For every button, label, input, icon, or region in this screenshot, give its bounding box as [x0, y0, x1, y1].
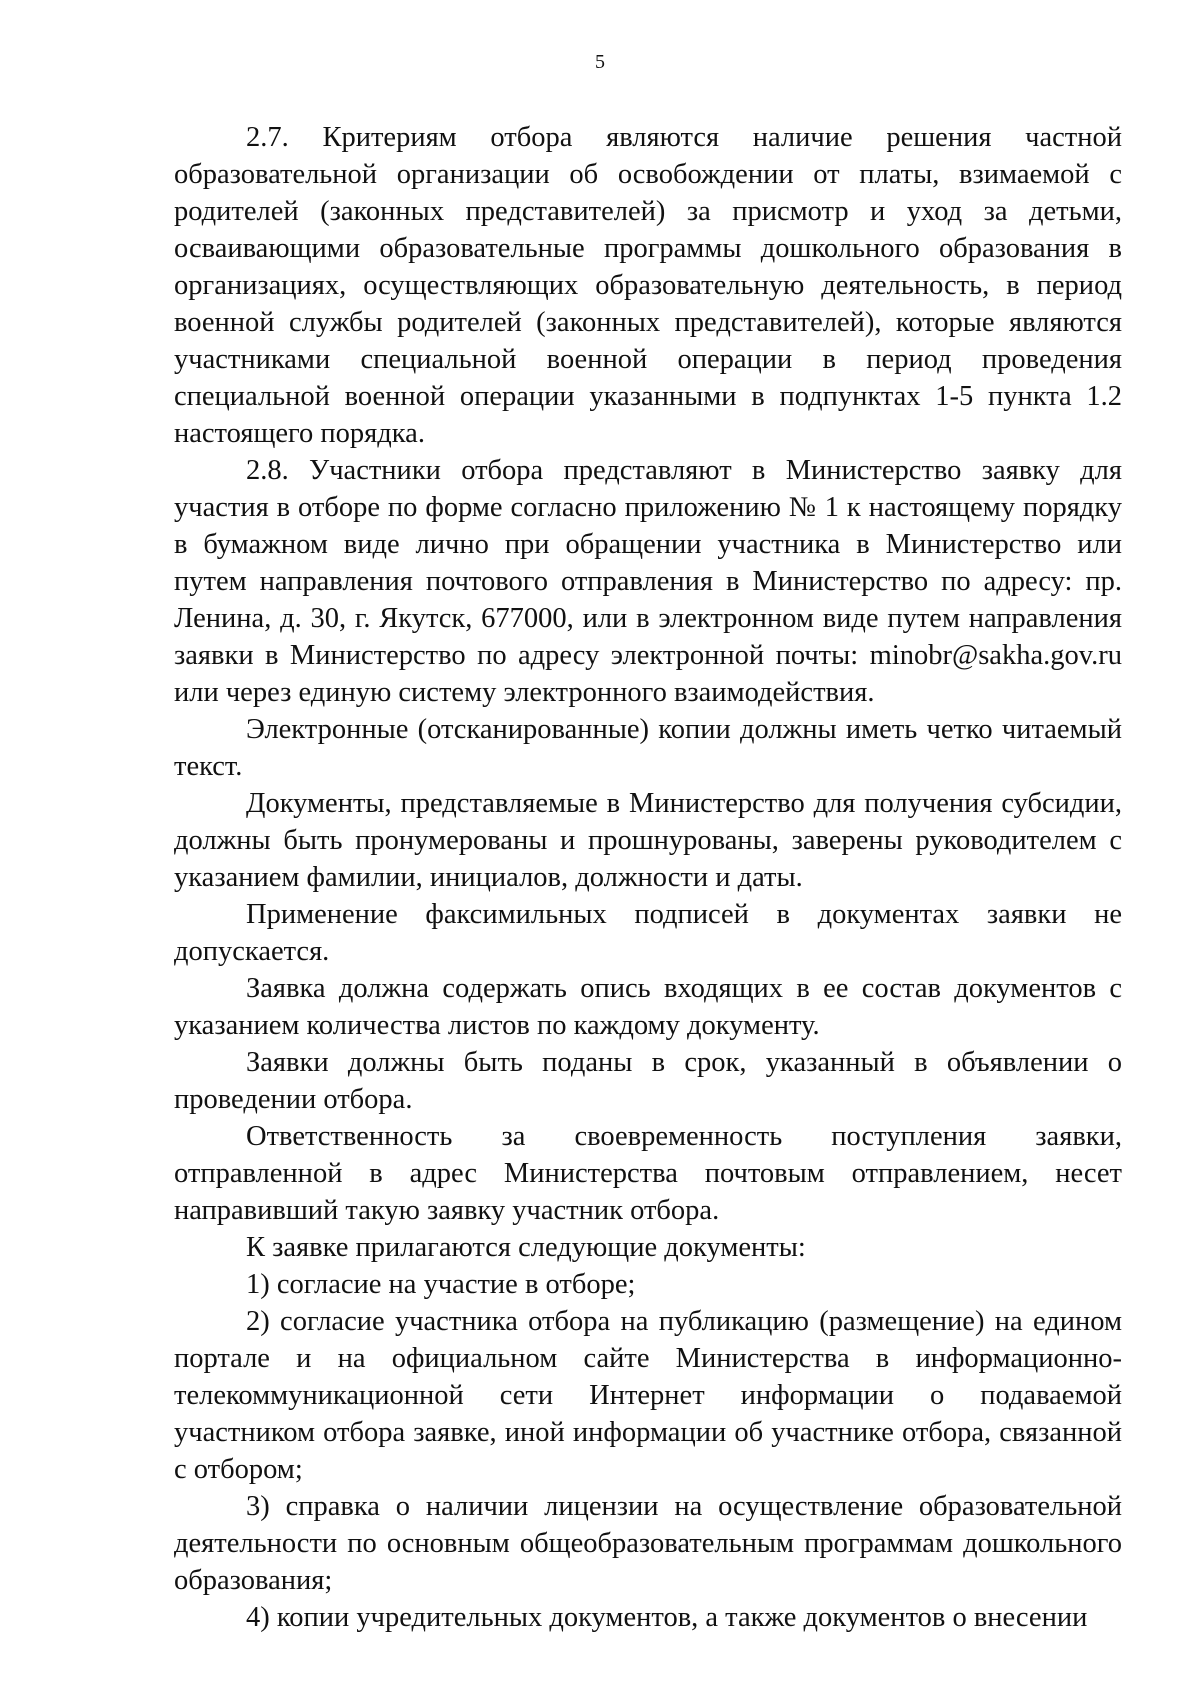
list-item-1: 1) согласие на участие в отборе; — [246, 1269, 636, 1300]
list-item-3: 3) справка о наличии лицензии на осуществление образовательной деятельности по основным общеобразовательным программам дошкольного образования; — [174, 1491, 1122, 1596]
document-body — [174, 119, 1122, 1636]
page-number: 5 — [595, 51, 605, 73]
paragraph-documents-numbering: Документы, представляемые в Министерство для получения субсидии, должны быть пронумерованы и прошнурованы, заверены руководителем с указанием фамилии, инициалов, должности и даты. — [174, 788, 1122, 893]
paragraph-deadline: Заявки должны быть поданы в срок, указанный в объявлении о проведении отбора. — [174, 1047, 1122, 1115]
paragraph-inventory: Заявка должна содержать опись входящих в ее состав документов с указанием количества листов по каждому документу. — [174, 973, 1122, 1041]
paragraph-2-7: 2.7. Критериям отбора являются наличие решения частной образовательной организации об освобождении от платы, взимаемой с родителей (законных представителей) за присмотр и уход за детьми, осваивающими образовательные программы дошкольного образования в организациях, осуществляющих образовательную деятельность, в период военной службы родителей (законных представителей), которые являются участниками специальной военной операции в период проведения специальной военной операции указанными в подпунктах 1-5 пункта 1.2 настоящего порядка. — [174, 122, 1122, 449]
list-item-2: 2) согласие участника отбора на публикацию (размещение) на едином портале и на официальном сайте Министерства в информационно-телекоммуникационной сети Интернет информации о подаваемой участником отбора заявке, иной информации об участнике отбора, связанной с отбором; — [174, 1306, 1122, 1485]
paragraph-responsibility: Ответственность за своевременность поступления заявки, отправленной в адрес Министерства почтовым отправлением, несет направивший такую заявку участник отбора. — [174, 1121, 1122, 1226]
paragraph-scanned-copies: Электронные (отсканированные) копии должны иметь четко читаемый текст. — [174, 714, 1122, 782]
paragraph-2-8: 2.8. Участники отбора представляют в Министерство заявку для участия в отборе по форме согласно приложению № 1 к настоящему порядку в бумажном виде лично при обращении участника в Министерство или путем направления почтового отправления в Министерство по адресу: пр. Ленина, д. 30, г. Якутск, 677000, или в электронном виде путем направления заявки в Министерство по адресу электронной почты: minobr@sakha.gov.ru или через единую систему электронного взаимодействия. — [174, 455, 1122, 708]
paragraph-attachments-intro: К заявке прилагаются следующие документы: — [246, 1232, 806, 1263]
paragraph-facsimile-signatures: Применение факсимильных подписей в документах заявки не допускается. — [174, 899, 1122, 967]
list-item-4: 4) копии учредительных документов, а также документов о внесении — [246, 1602, 1088, 1633]
